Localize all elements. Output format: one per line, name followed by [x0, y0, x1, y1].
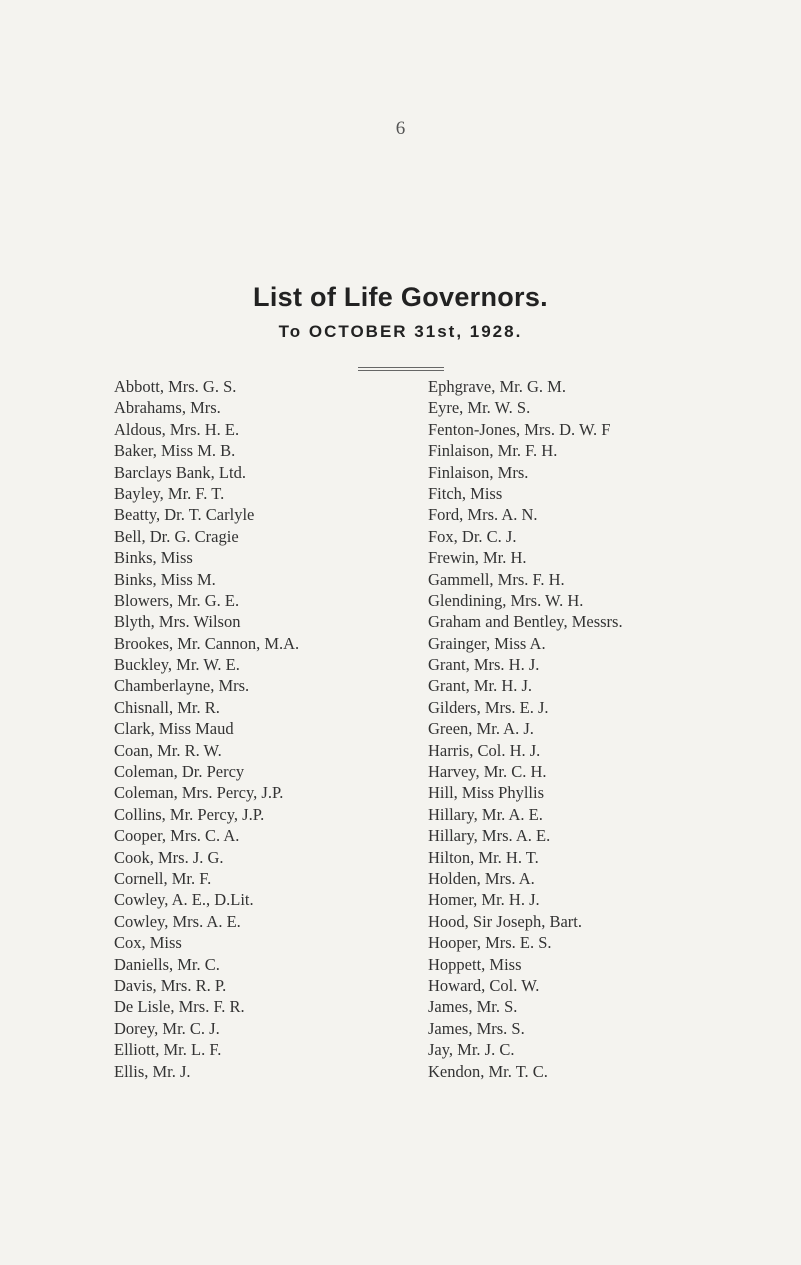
list-item: Cox, Miss — [114, 933, 182, 953]
page-title: List of Life Governors. — [253, 282, 548, 312]
list-item: Homer, Mr. H. J. — [428, 890, 540, 910]
right-column — [428, 376, 798, 1082]
list-item: Jay, Mr. J. C. — [428, 1040, 515, 1060]
list-item: Chisnall, Mr. R. — [114, 697, 220, 717]
page-number: 6 — [395, 118, 406, 139]
list-item: Hooper, Mrs. E. S. — [428, 933, 552, 953]
list-item: Harvey, Mr. C. H. — [428, 762, 547, 782]
list-item: Ellis, Mr. J. — [114, 1061, 191, 1081]
list-item: Daniells, Mr. C. — [114, 954, 220, 974]
list-item: Dorey, Mr. C. J. — [114, 1018, 220, 1038]
list-item: Bayley, Mr. F. T. — [114, 483, 225, 503]
list-item: Fox, Dr. C. J. — [428, 526, 517, 546]
list-item: Bell, Dr. G. Cragie — [114, 526, 239, 546]
list-item: Hillary, Mr. A. E. — [428, 804, 543, 824]
list-item: Ford, Mrs. A. N. — [428, 505, 538, 525]
list-item: Blowers, Mr. G. E. — [114, 590, 240, 610]
list-item: Glendining, Mrs. W. H. — [428, 590, 584, 610]
list-item: Brookes, Mr. Cannon, M.A. — [114, 633, 300, 653]
list-item: Cook, Mrs. J. G. — [114, 847, 224, 867]
list-item: Abbott, Mrs. G. S. — [114, 377, 237, 396]
list-item: Coan, Mr. R. W. — [114, 740, 222, 760]
list-item: Cooper, Mrs. C. A. — [114, 826, 240, 846]
left-column — [114, 376, 404, 1082]
list-item: Hill, Miss Phyllis — [428, 783, 544, 803]
list-item: James, Mr. S. — [428, 997, 518, 1017]
list-item: Fenton-Jones, Mrs. D. W. F — [428, 419, 611, 439]
list-item: Fitch, Miss — [428, 483, 503, 503]
list-item: Cowley, A. E., D.Lit. — [114, 890, 254, 910]
list-item: Hillary, Mrs. A. E. — [428, 826, 551, 846]
list-item: Harris, Col. H. J. — [428, 740, 541, 760]
list-item: Collins, Mr. Percy, J.P. — [114, 804, 265, 824]
list-item: Cowley, Mrs. A. E. — [114, 911, 241, 931]
list-item: Finlaison, Mr. F. H. — [428, 441, 558, 461]
list-item: Hood, Sir Joseph, Bart. — [428, 911, 582, 931]
list-item: Kendon, Mr. T. C. — [428, 1061, 548, 1081]
list-item: Binks, Miss M. — [114, 569, 216, 589]
list-item: Clark, Miss Maud — [114, 719, 234, 739]
list-item: Blyth, Mrs. Wilson — [114, 612, 241, 632]
list-item: Grainger, Miss A. — [428, 633, 546, 653]
list-item: Gammell, Mrs. F. H. — [428, 569, 565, 589]
list-item: Davis, Mrs. R. P. — [114, 975, 227, 995]
list-item: Baker, Miss M. B. — [114, 441, 236, 461]
list-item: James, Mrs. S. — [428, 1018, 525, 1038]
list-item: Chamberlayne, Mrs. — [114, 676, 250, 696]
list-item: Holden, Mrs. A. — [428, 868, 535, 888]
list-item: Gilders, Mrs. E. J. — [428, 697, 549, 717]
list-item: Frewin, Mr. H. — [428, 548, 527, 568]
list-item: Cornell, Mr. F. — [114, 868, 212, 888]
list-item: Barclays Bank, Ltd. — [114, 462, 246, 482]
list-item: Ephgrave, Mr. G. M. — [428, 377, 566, 396]
page-subtitle: To OCTOBER 31st, 1928. — [278, 322, 523, 341]
list-item: Grant, Mr. H. J. — [428, 676, 533, 696]
title-rule — [358, 367, 444, 371]
list-item: Aldous, Mrs. H. E. — [114, 419, 240, 439]
list-item: Green, Mr. A. J. — [428, 719, 534, 739]
list-item: Beatty, Dr. T. Carlyle — [114, 505, 255, 525]
list-item: Graham and Bentley, Messrs. — [428, 612, 623, 632]
list-item: Grant, Mrs. H. J. — [428, 655, 540, 675]
list-item: Buckley, Mr. W. E. — [114, 655, 240, 675]
list-item: De Lisle, Mrs. F. R. — [114, 997, 245, 1017]
list-item: Hoppett, Miss — [428, 954, 522, 974]
list-item: Finlaison, Mrs. — [428, 462, 529, 482]
list-item: Coleman, Mrs. Percy, J.P. — [114, 783, 284, 803]
list-item: Howard, Col. W. — [428, 975, 540, 995]
list-item: Abrahams, Mrs. — [114, 398, 221, 418]
list-item: Hilton, Mr. H. T. — [428, 847, 539, 867]
list-item: Binks, Miss — [114, 548, 193, 568]
list-item: Coleman, Dr. Percy — [114, 762, 245, 782]
list-item: Eyre, Mr. W. S. — [428, 398, 531, 418]
list-item: Elliott, Mr. L. F. — [114, 1040, 222, 1060]
